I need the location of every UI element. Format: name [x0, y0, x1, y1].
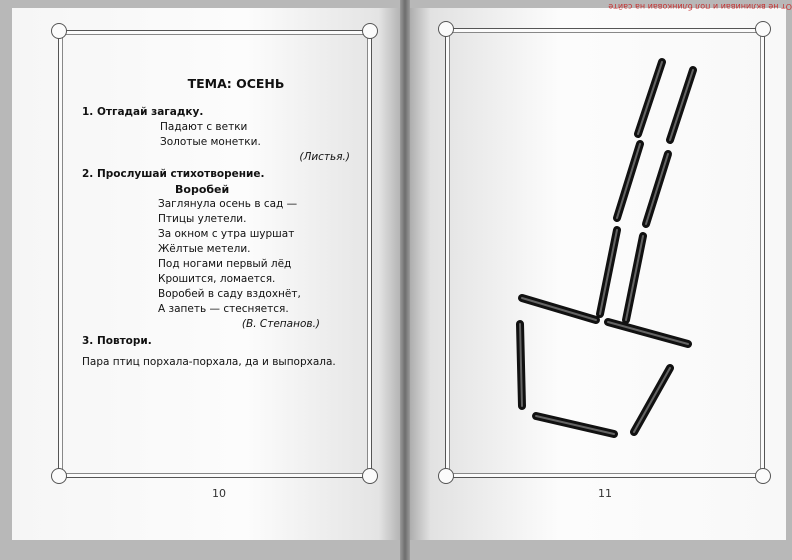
poem-title: Воробей: [175, 183, 230, 196]
stick: [520, 324, 522, 406]
tongue-twister: Пара птиц порхала-порхала, да и выпорхала.: [82, 356, 336, 368]
task-heading: 3. Повтори.: [82, 335, 152, 347]
frame-corner-ornament: [438, 468, 454, 484]
stick: [608, 322, 688, 344]
frame-corner-ornament: [51, 468, 67, 484]
book-spine: [400, 0, 410, 560]
poem-line: Заглянула осень в сад —: [158, 198, 298, 210]
poem-line: Крошится, ломается.: [158, 273, 276, 285]
header-note: От не вклиниваи и пол блинковаи на сайте: [608, 2, 792, 11]
poem-author: (В. Степанов.): [241, 318, 320, 330]
stick: [646, 154, 668, 224]
stick: [634, 368, 670, 432]
stick: [617, 144, 640, 218]
poem-line: Птицы улетели.: [158, 213, 247, 225]
stick: [600, 230, 617, 314]
poem-line: Под ногами первый лёд: [158, 258, 292, 270]
riddle-line: Падают с ветки: [160, 121, 248, 133]
riddle-line: Золотые монетки.: [160, 136, 261, 148]
task-heading: 2. Прослушай стихотворение.: [82, 168, 265, 180]
poem-line: Воробей в саду вздохнёт,: [158, 288, 301, 300]
stick: [626, 236, 643, 320]
poem-line: А запеть — стесняется.: [158, 303, 289, 315]
page-title: ТЕМА: ОСЕНЬ: [187, 76, 285, 91]
task-heading: 1. Отгадай загадку.: [82, 106, 204, 118]
sticks-figure: [440, 30, 770, 470]
riddle-answer: (Листья.): [299, 151, 350, 163]
riddle-text: [160, 120, 352, 150]
left-page-content: [82, 76, 352, 370]
frame-corner-ornament: [51, 23, 67, 39]
poem-line: За окном с утра шуршат: [158, 228, 295, 240]
page-number-left: 10: [212, 487, 226, 500]
poem-line: Жёлтые метели.: [158, 243, 251, 255]
stick: [638, 62, 662, 134]
stick: [522, 298, 596, 320]
stick: [670, 70, 693, 140]
frame-corner-ornament: [362, 23, 378, 39]
frame-corner-ornament: [362, 468, 378, 484]
page-number-right: 11: [598, 487, 612, 500]
stick: [536, 416, 614, 434]
frame-corner-ornament: [755, 468, 771, 484]
poem-text: [158, 197, 352, 317]
